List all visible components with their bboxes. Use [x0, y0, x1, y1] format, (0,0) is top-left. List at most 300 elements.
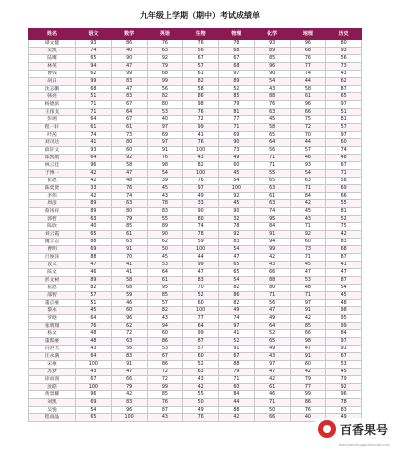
score-cell: 76	[183, 414, 219, 422]
score-cell: 53	[147, 261, 183, 269]
score-cell: 89	[76, 276, 112, 284]
table-row	[29, 368, 362, 376]
score-cell: 69	[76, 399, 112, 407]
score-cell: 74	[326, 146, 362, 154]
score-cell: 71	[254, 399, 290, 407]
score-cell: 48	[76, 330, 112, 338]
score-cell: 48	[111, 177, 147, 185]
score-cell: 100	[111, 414, 147, 422]
score-cell: 80	[183, 215, 219, 223]
score-cell: 83	[326, 406, 362, 414]
score-cell: 61	[111, 231, 147, 239]
score-cell: 53	[326, 360, 362, 368]
score-cell: 76	[147, 399, 183, 407]
score-cell: 61	[111, 124, 147, 132]
score-cell: 86	[219, 292, 255, 300]
table-row	[29, 101, 362, 109]
score-cell: 90	[147, 231, 183, 239]
score-cell: 60	[147, 330, 183, 338]
score-cell: 94	[147, 322, 183, 330]
score-cell: 45	[326, 368, 362, 376]
score-cell: 86	[183, 93, 219, 101]
score-cell: 100	[183, 169, 219, 177]
watermark	[314, 418, 392, 440]
score-cell: 74	[254, 208, 290, 216]
table-row	[29, 116, 362, 124]
score-cell: 50	[254, 406, 290, 414]
score-cell: 63	[254, 108, 290, 116]
student-name-cell: 程雨晶	[29, 414, 76, 422]
score-cell: 71	[290, 253, 326, 261]
score-cell: 66	[326, 192, 362, 200]
score-cell: 89	[76, 208, 112, 216]
student-name-cell: 徐雨润	[29, 376, 76, 384]
score-cell: 42	[290, 200, 326, 208]
score-cell: 67	[326, 353, 362, 361]
score-cell: 79	[111, 215, 147, 223]
score-cell: 98	[290, 337, 326, 345]
score-cell: 92	[111, 154, 147, 162]
score-cell: 85	[290, 322, 326, 330]
student-name-cell: 林云佳	[29, 162, 76, 170]
score-cell: 78	[183, 231, 219, 239]
table-row	[29, 169, 362, 177]
score-cell: 96	[290, 40, 326, 48]
score-cell: 71	[254, 154, 290, 162]
score-cell: 47	[111, 368, 147, 376]
score-cell: 47	[111, 62, 147, 70]
score-cell: 70	[183, 284, 219, 292]
score-cell: 56	[147, 85, 183, 93]
score-cell: 97	[183, 185, 219, 193]
score-cell: 76	[290, 406, 326, 414]
score-cell: 83	[111, 399, 147, 407]
table-row	[29, 353, 362, 361]
student-name-cell: 沈志鹏	[29, 85, 76, 93]
score-cell: 88	[254, 276, 290, 284]
column-header: 数学	[111, 29, 147, 40]
score-cell: 97	[326, 337, 362, 345]
table-row	[29, 383, 362, 391]
score-cell: 64	[111, 108, 147, 116]
score-cell: 48	[326, 299, 362, 307]
score-cell: 63	[290, 177, 326, 185]
score-cell: 100	[76, 360, 112, 368]
score-cell: 61	[290, 93, 326, 101]
score-cell: 97	[219, 322, 255, 330]
score-cell: 49	[219, 154, 255, 162]
score-cell: 68	[219, 47, 255, 55]
score-cell: 63	[111, 200, 147, 208]
student-name-cell: 曹钱	[29, 70, 76, 78]
score-cell: 45	[76, 307, 112, 315]
score-cell: 64	[254, 139, 290, 147]
score-cell: 56	[183, 47, 219, 55]
table-body	[29, 40, 362, 422]
score-cell: 74	[290, 70, 326, 78]
table-row	[29, 269, 362, 277]
score-cell: 76	[183, 40, 219, 48]
score-cell: 84	[254, 223, 290, 231]
score-cell: 41	[111, 269, 147, 277]
score-cell: 33	[183, 200, 219, 208]
score-cell: 89	[219, 78, 255, 86]
score-cell: 42	[76, 169, 112, 177]
score-cell: 83	[147, 208, 183, 216]
score-cell: 78	[219, 40, 255, 48]
score-cell: 97	[326, 131, 362, 139]
table-row	[29, 261, 362, 269]
score-cell: 74	[111, 192, 147, 200]
score-cell: 67	[76, 376, 112, 384]
score-cell: 61	[183, 70, 219, 78]
score-cell: 77	[219, 116, 255, 124]
student-name-cell: 杨文	[29, 330, 76, 338]
table-row	[29, 330, 362, 338]
column-header: 英语	[147, 29, 183, 40]
score-cell: 74	[219, 315, 255, 323]
score-cell: 61	[76, 124, 112, 132]
score-cell: 40	[76, 223, 112, 231]
table-row	[29, 399, 362, 407]
watermark-url: www.baixiangguoshengt.com	[338, 443, 390, 447]
score-cell: 82	[147, 93, 183, 101]
score-cell: 65	[254, 337, 290, 345]
score-cell: 66	[254, 414, 290, 422]
table-row	[29, 47, 362, 55]
score-cell: 86	[111, 40, 147, 48]
student-name-cell: 刘司达	[29, 139, 76, 147]
score-cell: 92	[326, 383, 362, 391]
score-cell: 99	[290, 391, 326, 399]
score-cell: 99	[147, 383, 183, 391]
score-cell: 45	[326, 292, 362, 300]
score-cell: 58	[183, 85, 219, 93]
score-cell: 55	[147, 215, 183, 223]
score-cell: 66	[290, 330, 326, 338]
score-cell: 77	[183, 315, 219, 323]
score-cell: 100	[183, 146, 219, 154]
score-cell: 49	[254, 315, 290, 323]
score-cell: 94	[254, 238, 290, 246]
score-cell: 88	[219, 406, 255, 414]
score-cell: 65	[76, 231, 112, 239]
score-cell: 53	[147, 108, 183, 116]
table-row	[29, 238, 362, 246]
score-cell: 66	[290, 108, 326, 116]
score-cell: 82	[183, 162, 219, 170]
score-cell: 50	[183, 399, 219, 407]
score-cell: 55	[254, 169, 290, 177]
student-name-cell: 郭哲	[29, 215, 76, 223]
score-cell: 46	[76, 269, 112, 277]
score-cell: 87	[147, 406, 183, 414]
score-cell: 61	[147, 276, 183, 284]
score-cell: 87	[183, 337, 219, 345]
score-cell: 64	[183, 322, 219, 330]
score-cell: 76	[76, 322, 112, 330]
score-cell: 51	[326, 108, 362, 116]
score-cell: 87	[326, 253, 362, 261]
score-cell: 91	[254, 231, 290, 239]
table-row	[29, 391, 362, 399]
score-cell: 43	[290, 215, 326, 223]
score-cell: 68	[219, 62, 255, 70]
score-cell: 76	[183, 177, 219, 185]
score-cell: 73	[290, 246, 326, 254]
score-cell: 99	[147, 78, 183, 86]
score-cell: 61	[254, 192, 290, 200]
score-cell: 99	[76, 78, 112, 86]
score-cell: 96	[326, 391, 362, 399]
score-cell: 71	[219, 376, 255, 384]
score-cell: 83	[111, 353, 147, 361]
score-cell: 65	[219, 269, 255, 277]
score-cell: 86	[147, 360, 183, 368]
table-row	[29, 70, 362, 78]
score-cell: 58	[290, 85, 326, 93]
score-cell: 47	[111, 85, 147, 93]
table-row	[29, 85, 362, 93]
score-cell: 45	[290, 261, 326, 269]
score-cell: 67	[219, 353, 255, 361]
score-cell: 80	[326, 40, 362, 48]
column-header: 历史	[326, 29, 362, 40]
student-name-cell: 吕俊泽	[29, 253, 76, 261]
score-cell: 91	[219, 345, 255, 353]
score-cell: 72	[290, 124, 326, 132]
student-name-cell: 蔡汤祥	[29, 208, 76, 216]
score-cell: 92	[219, 192, 255, 200]
student-name-cell: 陈文	[29, 269, 76, 277]
table-row	[29, 108, 362, 116]
score-cell: 48	[76, 337, 112, 345]
score-cell: 43	[183, 154, 219, 162]
score-cell: 96	[254, 62, 290, 70]
score-cell: 62	[76, 70, 112, 78]
score-cell: 82	[219, 299, 255, 307]
table-row	[29, 276, 362, 284]
score-cell: 75	[290, 116, 326, 124]
score-cell: 54	[290, 169, 326, 177]
score-cell: 84	[326, 330, 362, 338]
student-name-cell: 林英	[29, 62, 76, 70]
score-cell: 43	[147, 315, 183, 323]
table-row	[29, 406, 362, 414]
score-cell: 63	[254, 185, 290, 193]
score-cell: 67	[111, 101, 147, 109]
score-cell: 99	[183, 261, 219, 269]
score-cell: 58	[254, 124, 290, 132]
score-cell: 76	[183, 108, 219, 116]
score-cell: 57	[290, 146, 326, 154]
score-cell: 89	[254, 47, 290, 55]
student-name-cell: 陈奕贤	[29, 185, 76, 193]
score-cell: 56	[326, 55, 362, 63]
score-cell: 63	[183, 368, 219, 376]
score-cell: 100	[219, 185, 255, 193]
score-cell: 45	[147, 253, 183, 261]
score-cell: 97	[290, 299, 326, 307]
score-cell: 100	[183, 307, 219, 315]
score-cell: 43	[76, 345, 112, 353]
student-name-cell: 邵凯航	[29, 154, 76, 162]
score-cell: 49	[183, 406, 219, 414]
table-row	[29, 139, 362, 147]
score-cell: 71	[326, 169, 362, 177]
column-header: 物理	[219, 29, 255, 40]
student-name-cell: 黎永	[29, 307, 76, 315]
score-cell: 69	[147, 131, 183, 139]
score-cell: 45	[290, 208, 326, 216]
score-cell: 98	[183, 101, 219, 109]
score-cell: 68	[326, 246, 362, 254]
score-cell: 99	[183, 330, 219, 338]
score-cell: 91	[111, 246, 147, 254]
score-cell: 93	[326, 47, 362, 55]
score-cell: 76	[290, 55, 326, 63]
score-cell: 99	[326, 322, 362, 330]
score-cell: 90	[183, 208, 219, 216]
score-cell: 74	[76, 47, 112, 55]
score-cell: 69	[219, 131, 255, 139]
score-cell: 90	[111, 55, 147, 63]
score-cell: 60	[111, 307, 147, 315]
score-cell: 58	[326, 177, 362, 185]
score-cell: 63	[76, 215, 112, 223]
student-name-cell: 王伟戈	[29, 108, 76, 116]
score-cell: 96	[111, 406, 147, 414]
score-cell: 61	[254, 383, 290, 391]
score-cell: 92	[147, 55, 183, 63]
score-cell: 55	[326, 200, 362, 208]
score-cell: 48	[326, 154, 362, 162]
column-header: 生物	[183, 29, 219, 40]
score-cell: 74	[183, 223, 219, 231]
score-cell: 93	[254, 40, 290, 48]
table-row	[29, 93, 362, 101]
score-cell: 56	[254, 299, 290, 307]
score-cell: 45	[254, 116, 290, 124]
score-cell: 52	[219, 85, 255, 93]
score-cell: 43	[183, 376, 219, 384]
score-cell: 59	[111, 292, 147, 300]
student-name-cell: 杨德滨	[29, 101, 76, 109]
student-name-cell: 李伟	[29, 192, 76, 200]
score-cell: 60	[111, 146, 147, 154]
score-cell: 78	[147, 200, 183, 208]
score-cell: 65	[219, 261, 255, 269]
score-cell: 53	[290, 276, 326, 284]
student-name-cell: 罗晗	[29, 315, 76, 323]
score-cell: 57	[147, 299, 183, 307]
score-cell: 80	[147, 101, 183, 109]
score-cell: 83	[111, 78, 147, 86]
score-cell: 95	[254, 215, 290, 223]
score-cell: 64	[76, 154, 112, 162]
table-row	[29, 131, 362, 139]
table-row	[29, 414, 362, 422]
column-header: 化学	[254, 29, 290, 40]
table-row	[29, 284, 362, 292]
score-cell: 52	[254, 330, 290, 338]
score-cell: 62	[147, 238, 183, 246]
student-name-cell: 彭翊	[29, 116, 76, 124]
score-cell: 42	[326, 231, 362, 239]
score-cell: 65	[76, 55, 112, 63]
score-cell: 45	[219, 169, 255, 177]
score-cell: 93	[76, 146, 112, 154]
student-name-cell: 袁义	[29, 261, 76, 269]
score-cell: 78	[219, 223, 255, 231]
student-name-cell: 沈皓	[29, 383, 76, 391]
score-cell: 82	[219, 284, 255, 292]
student-name-cell: 董郎豪	[29, 337, 76, 345]
score-cell: 73	[326, 62, 362, 70]
table-row	[29, 376, 362, 384]
score-cell: 57	[183, 62, 219, 70]
table-row	[29, 124, 362, 132]
score-cell: 46	[111, 299, 147, 307]
score-cell: 47	[219, 253, 255, 261]
score-cell: 96	[76, 162, 112, 170]
student-name-cell: 曹明	[29, 246, 76, 254]
score-cell: 96	[290, 101, 326, 109]
score-cell: 44	[219, 399, 255, 407]
score-cell: 97	[254, 360, 290, 368]
score-cell: 84	[290, 192, 326, 200]
table-row	[29, 253, 362, 261]
score-cell: 60	[290, 238, 326, 246]
student-name-cell: 胡日	[29, 78, 76, 86]
column-header: 姓名	[29, 29, 76, 40]
score-cell: 47	[326, 269, 362, 277]
score-cell: 98	[326, 307, 362, 315]
score-cell: 41	[76, 139, 112, 147]
score-cell: 86	[290, 399, 326, 407]
score-cell: 47	[76, 261, 112, 269]
score-cell: 88	[219, 360, 255, 368]
score-cell: 76	[254, 101, 290, 109]
table-row	[29, 345, 362, 353]
table-row	[29, 299, 362, 307]
score-cell: 65	[254, 177, 290, 185]
score-cell: 54	[254, 78, 290, 86]
score-cell: 41	[326, 261, 362, 269]
score-cell: 32	[219, 215, 255, 223]
score-cell: 95	[147, 284, 183, 292]
table-row	[29, 62, 362, 70]
score-cell: 42	[219, 414, 255, 422]
table-row	[29, 185, 362, 193]
score-cell: 73	[111, 131, 147, 139]
score-cell: 40	[147, 116, 183, 124]
score-cell: 79	[219, 368, 255, 376]
score-cell: 64	[254, 322, 290, 330]
score-cell: 47	[111, 169, 147, 177]
score-cell: 83	[111, 93, 147, 101]
score-cell: 54	[326, 284, 362, 292]
score-cell: 91	[290, 353, 326, 361]
student-name-cell: 周彦	[29, 200, 76, 208]
score-cell: 63	[111, 337, 147, 345]
student-name-cell: 崔恩	[29, 284, 76, 292]
score-cell: 43	[147, 192, 183, 200]
score-cell: 70	[290, 131, 326, 139]
score-cell: 92	[219, 231, 255, 239]
score-cell: 52	[183, 292, 219, 300]
student-name-cell: 吴悦	[29, 406, 76, 414]
